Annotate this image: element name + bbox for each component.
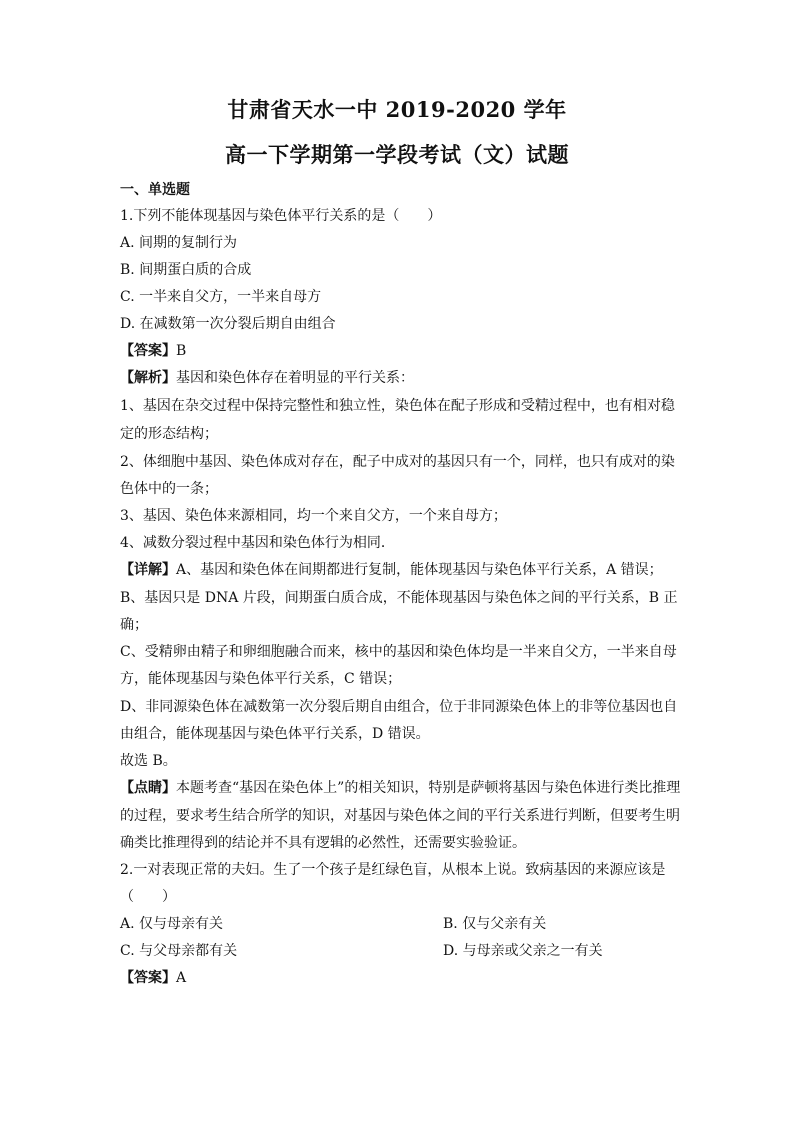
q1-option-c: C. 一半来自父方，一半来自母方 <box>120 289 322 305</box>
analysis-line: 2、体细胞中基因、染色体成对存在，配子中成对的基因只有一个，同样，也只有成对的染 <box>120 454 675 470</box>
point-line: 确类比推理得到的结论并不具有逻辑的必然性，还需要实验验证。 <box>120 835 526 851</box>
analysis-line: 色体中的一条； <box>120 481 218 497</box>
q1-option-b: B. 间期蛋白质的合成 <box>120 262 252 278</box>
point-text: 本题考查“基因在染色体上”的相关知识，特别是萨顿将基因与染色体进行类比推理 <box>176 780 681 796</box>
detail-line: 确； <box>120 617 148 633</box>
answer-value: B <box>176 343 187 359</box>
detail-text: A、基因和染色体在间期都进行复制，能体现基因与染色体平行关系，A 错误； <box>176 562 663 578</box>
detail-line: C、受精卵由精子和卵细胞融合而来，核中的基因和染色体均是一半来自父方，一半来自母 <box>120 644 677 660</box>
q2-option-c: C. 与父母亲都有关 <box>120 943 238 959</box>
answer-value: A <box>176 970 187 986</box>
analysis-text: 基因和染色体存在着明显的平行关系： <box>176 370 414 386</box>
q2-stem: 2.一对表现正常的夫妇。生了一个孩子是红绿色盲，从根本上说。致病基因的来源应该是 <box>120 862 666 878</box>
title-line-2: 高一下学期第一学段考试（文）试题 <box>225 142 569 167</box>
q1-option-d: D. 在减数第一次分裂后期自由组合 <box>120 316 336 332</box>
q2-option-b: B. 仅与父亲有关 <box>443 916 547 932</box>
q1-stem: 1.下列不能体现基因与染色体平行关系的是（ ） <box>120 208 442 224</box>
detail-tag: 【详解】 <box>120 562 176 578</box>
answer-tag: 【答案】 <box>120 343 176 359</box>
detail-line: B、基因只是 DNA 片段，间期蛋白质合成，不能体现基因与染色体之间的平行关系，B 正 <box>120 590 678 606</box>
detail-line: 方，能体现基因与染色体平行关系，C 错误； <box>120 671 402 687</box>
title-line-1: 甘肃省天水一中 2019-2020 学年 <box>227 97 567 122</box>
analysis-line: 3、基因、染色体来源相同，均一个来自父方，一个来自母方； <box>120 508 507 524</box>
q1-point <box>120 778 680 798</box>
q1-answer <box>120 341 680 361</box>
detail-line: D、非同源染色体在减数第一次分裂后期自由组合，位于非同源染色体上的非等位基因也自 <box>120 699 678 715</box>
q1-detail <box>120 560 680 580</box>
q2-option-a: A. 仅与母亲有关 <box>120 916 224 932</box>
q1-analysis <box>120 368 680 388</box>
q2-answer <box>120 968 680 988</box>
analysis-line: 定的形态结构； <box>120 426 218 442</box>
detail-line: 故选 B。 <box>120 753 177 769</box>
analysis-line: 4、减数分裂过程中基因和染色体行为相同． <box>120 535 395 551</box>
q2-option-d: D. 与母亲或父亲之一有关 <box>443 943 603 959</box>
analysis-line: 1、基因在杂交过程中保持完整性和独立性，染色体在配子形成和受精过程中，也有相对稳 <box>120 398 675 414</box>
point-line: 的过程，要求考生结合所学的知识，对基因与染色体之间的平行关系进行判断，但要考生明 <box>120 808 680 824</box>
section-heading: 一、单选题 <box>120 182 190 198</box>
analysis-tag: 【解析】 <box>120 370 176 386</box>
q1-option-a: A. 间期的复制行为 <box>120 235 238 251</box>
point-tag: 【点睛】 <box>120 780 176 796</box>
detail-line: 由组合，能体现基因与染色体平行关系，D 错误。 <box>120 726 430 742</box>
answer-tag: 【答案】 <box>120 970 176 986</box>
q2-stem-cont: （ ） <box>120 889 176 905</box>
